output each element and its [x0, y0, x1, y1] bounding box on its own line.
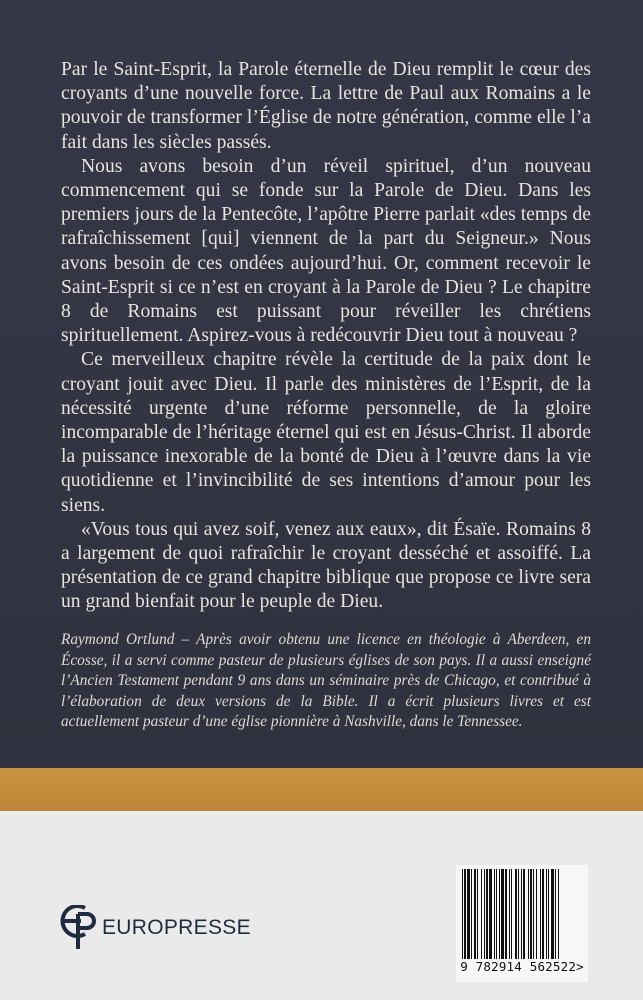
barcode-bar	[511, 869, 512, 959]
barcode-bar	[486, 869, 488, 959]
barcode-bar	[551, 869, 554, 959]
barcode-bar	[501, 869, 504, 959]
barcode-bar	[509, 869, 510, 959]
barcode-bar	[533, 869, 534, 959]
barcode-bar	[536, 869, 537, 959]
description-text	[61, 58, 591, 615]
barcode-bar	[505, 869, 507, 959]
barcode-arrow: >	[576, 959, 584, 974]
barcode-bar	[496, 869, 497, 959]
barcode-bar	[558, 869, 559, 959]
barcode-bar	[528, 869, 529, 959]
barcode-bar	[474, 869, 476, 959]
barcode-bar	[555, 869, 556, 959]
publisher-logo	[60, 905, 251, 951]
description-paragraph-4: «Vous tous qui avez soif, venez aux eaux», dit Ésaïe. Romains 8 a largement de quoi rafraîchir le croyant desséché et assoiffé. La présentation de ce grand chapitre biblique que propose ce livre sera un grand bienfait pour le peuple de Dieu.	[61, 518, 591, 613]
barcode-bar	[477, 869, 478, 959]
isbn-barcode	[456, 865, 588, 982]
barcode-bar	[523, 869, 525, 959]
barcode-bar	[464, 869, 466, 959]
barcode-bar	[489, 869, 492, 959]
barcode-bar	[484, 869, 485, 959]
description-paragraph-2: Nous avons besoin d’un réveil spirituel, d’un nouveau commencement qui se fonde sur la Parole de Dieu. Dans les premiers jours de la Pentecôte, l’apôtre Pierre parlait «des temps de rafraîchissement [qui] viennent de la part du Seigneur.» Nous avons besoin de ces ondées aujourd’hui. Or, comment recevoir le Saint-Esprit si ce n’est en croyant à la Parole de Dieu ? Le chapitre 8 de Romains est puissant pour réveiller les chrétiens spirituellement. Aspirez-vous à redécouvrir Dieu tout à nouveau ?	[61, 155, 591, 347]
barcode-bar	[494, 869, 495, 959]
barcode-bar	[481, 869, 482, 959]
author-bio: Raymond Ortlund – Après avoir obtenu une licence en théologie à Aberdeen, en Écosse, il a servi comme pasteur de plusieurs églises de son pays. Il a aussi enseigné l’Ancien Testament pendant 9 ans dans un séminaire près de Chicago, et contribué à l’élaboration de deux versions de la Bible. Il a écrit plusieurs livres et est actuellement pasteur d’une église pionnière à Nashville, dans le Tennessee.	[61, 631, 591, 730]
barcode-digits: 9 782914 562522	[460, 959, 577, 974]
barcode-bar	[515, 869, 517, 959]
barcode-bar	[542, 869, 544, 959]
barcode-bar	[471, 869, 472, 959]
barcode-bar	[518, 869, 519, 959]
cover-accent-band	[0, 768, 643, 811]
description-paragraph-3: Ce merveilleux chapitre révèle la certitude de la paix dont le croyant jouit avec Dieu. Il parle des ministères de l’Esprit, de la nécessité urgente d’une réforme personnelle, de la gloire incomparable de l’héritage éternel qui est en Jésus-Christ. Il aborde la puissance inexorable de la bonté de Dieu à l’œuvre dans la vie quotidienne et l’invincibilité de ses intentions d’amour pour les siens.	[61, 349, 591, 516]
barcode-bar	[548, 869, 549, 959]
barcode-bar	[467, 869, 470, 959]
barcode-bar	[530, 869, 532, 959]
barcode-bar	[499, 869, 500, 959]
barcode-bars	[460, 869, 584, 959]
description-paragraph-1: Par le Saint-Esprit, la Parole éternelle de Dieu remplit le cœur des croyants d’une nouvelle force. La lettre de Paul aux Romains a le pouvoir de transformer l’Église de notre génération, comme elle l’a fait dans les siècles passés.	[61, 59, 591, 153]
ep-monogram-icon	[60, 905, 96, 951]
barcode-bar	[540, 869, 541, 959]
barcode-number	[456, 959, 588, 974]
barcode-bar	[462, 869, 463, 959]
barcode-bar	[546, 869, 547, 959]
publisher-name: EUROPRESSE	[102, 916, 251, 939]
barcode-bar	[521, 869, 522, 959]
